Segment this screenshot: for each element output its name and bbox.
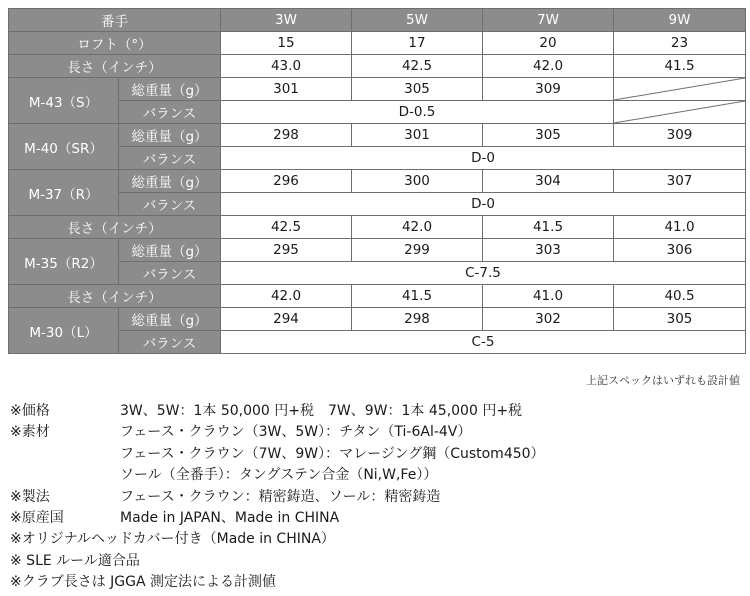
weight-row <box>9 308 746 331</box>
length-row <box>9 216 746 239</box>
balance-value: C-7.5 <box>221 262 746 285</box>
loft-value: 23 <box>614 32 746 55</box>
sle-note <box>10 551 545 572</box>
length-label: 長さ（インチ） <box>9 55 221 78</box>
club-number-header: 番手 <box>9 9 221 32</box>
shaft-name: M-35（R2） <box>9 239 119 285</box>
length-value: 41.5 <box>352 285 483 308</box>
note-label: ※原産国 <box>10 510 64 527</box>
weight-value: 302 <box>483 308 614 331</box>
not-available-cell <box>614 101 746 124</box>
length-value: 41.5 <box>614 55 746 78</box>
spec-notes <box>10 401 545 594</box>
weight-value: 301 <box>221 78 352 101</box>
weight-value: 305 <box>614 308 746 331</box>
note-label: ※素材 <box>10 424 50 441</box>
loft-value: 15 <box>221 32 352 55</box>
material-note <box>10 444 545 465</box>
note-label: ※価格 <box>10 403 50 419</box>
spec-table <box>8 8 746 354</box>
weight-value: 309 <box>614 124 746 147</box>
weight-value: 306 <box>614 239 746 262</box>
weight-value: 295 <box>221 239 352 262</box>
note-text: Made in JAPAN、Made in CHINA <box>120 510 340 527</box>
header-9w: 9W <box>614 9 746 32</box>
length-value: 42.5 <box>221 216 352 239</box>
weight-value: 304 <box>483 170 614 193</box>
shaft-name: M-30（L） <box>9 308 119 354</box>
weight-value: 296 <box>221 170 352 193</box>
length-value: 41.5 <box>483 216 614 239</box>
balance-label: バランス <box>119 101 221 124</box>
weight-value: 305 <box>352 78 483 101</box>
note-text: ※ SLE ルール適合品 <box>10 552 140 569</box>
note-text: ※クラブ長さは JGGA 測定法による計測値 <box>10 574 277 591</box>
loft-row <box>9 32 746 55</box>
length-row <box>9 55 746 78</box>
diagonal-slash-icon <box>614 101 745 123</box>
balance-value: D-0 <box>221 147 746 170</box>
shaft-name: M-40（SR） <box>9 124 119 170</box>
material-note <box>10 465 545 486</box>
table-header-row <box>9 9 746 32</box>
weight-label: 総重量（g） <box>119 78 221 101</box>
length-row <box>9 285 746 308</box>
balance-label: バランス <box>119 331 221 354</box>
weight-value: 300 <box>352 170 483 193</box>
balance-row <box>9 193 746 216</box>
diagonal-slash-icon <box>614 78 745 100</box>
loft-value: 20 <box>483 32 614 55</box>
weight-value: 303 <box>483 239 614 262</box>
note-text: ソール（全番手）：タングステン合金（Ni,W,Fe）） <box>120 467 438 484</box>
balance-row <box>9 262 746 285</box>
length-value: 42.0 <box>221 285 352 308</box>
note-text: 3W、5W：1本 50,000 円+税 7W、9W：1本 45,000 円+税 <box>120 403 523 419</box>
weight-label: 総重量（g） <box>119 124 221 147</box>
length-value: 42.0 <box>483 55 614 78</box>
loft-label: ロフト（°） <box>9 32 221 55</box>
weight-value: 307 <box>614 170 746 193</box>
balance-label: バランス <box>119 262 221 285</box>
balance-value: D-0 <box>221 193 746 216</box>
weight-value: 298 <box>221 124 352 147</box>
length-value: 43.0 <box>221 55 352 78</box>
weight-value: 294 <box>221 308 352 331</box>
length-label: 長さ（インチ） <box>9 285 221 308</box>
header-3w: 3W <box>221 9 352 32</box>
balance-label: バランス <box>119 193 221 216</box>
note-label-spacer <box>10 465 120 486</box>
length-value: 41.0 <box>483 285 614 308</box>
weight-label: 総重量（g） <box>119 308 221 331</box>
headcover-note <box>10 529 545 550</box>
balance-value: C-5 <box>221 331 746 354</box>
header-7w: 7W <box>483 9 614 32</box>
weight-value: 299 <box>352 239 483 262</box>
length-value: 42.5 <box>352 55 483 78</box>
length-value: 40.5 <box>614 285 746 308</box>
length-value: 41.0 <box>614 216 746 239</box>
note-text: フェース・クラウン（3W、5W）：チタン（Ti-6Al-4V） <box>120 424 472 441</box>
origin-note <box>10 508 545 529</box>
shaft-name: M-37（R） <box>9 170 119 216</box>
design-value-note: 上記スペックはいずれも設計値 <box>586 374 740 387</box>
method-note <box>10 487 545 508</box>
weight-value: 305 <box>483 124 614 147</box>
weight-row <box>9 239 746 262</box>
weight-value: 301 <box>352 124 483 147</box>
balance-row <box>9 101 746 124</box>
note-text: フェース・クラウン：精密鋳造、ソール：精密鋳造 <box>120 488 441 505</box>
length-value: 42.0 <box>352 216 483 239</box>
material-note <box>10 422 545 443</box>
weight-row <box>9 78 746 101</box>
price-note <box>10 401 545 422</box>
length-method-note <box>10 572 545 593</box>
balance-row <box>9 147 746 170</box>
length-label: 長さ（インチ） <box>9 216 221 239</box>
header-5w: 5W <box>352 9 483 32</box>
note-label-spacer <box>10 444 120 465</box>
balance-label: バランス <box>119 147 221 170</box>
balance-value: D-0.5 <box>221 101 614 124</box>
weight-row <box>9 124 746 147</box>
loft-value: 17 <box>352 32 483 55</box>
weight-label: 総重量（g） <box>119 239 221 262</box>
balance-row <box>9 331 746 354</box>
weight-value: 309 <box>483 78 614 101</box>
note-label: ※製法 <box>10 488 50 505</box>
weight-row <box>9 170 746 193</box>
note-text: フェース・クラウン（7W、9W）：マレージング鋼（Custom450） <box>120 445 545 462</box>
note-text: ※オリジナルヘッドカバー付き（Made in CHINA） <box>10 531 335 548</box>
weight-value: 298 <box>352 308 483 331</box>
weight-label: 総重量（g） <box>119 170 221 193</box>
shaft-name: M-43（S） <box>9 78 119 124</box>
not-available-cell <box>614 78 746 101</box>
